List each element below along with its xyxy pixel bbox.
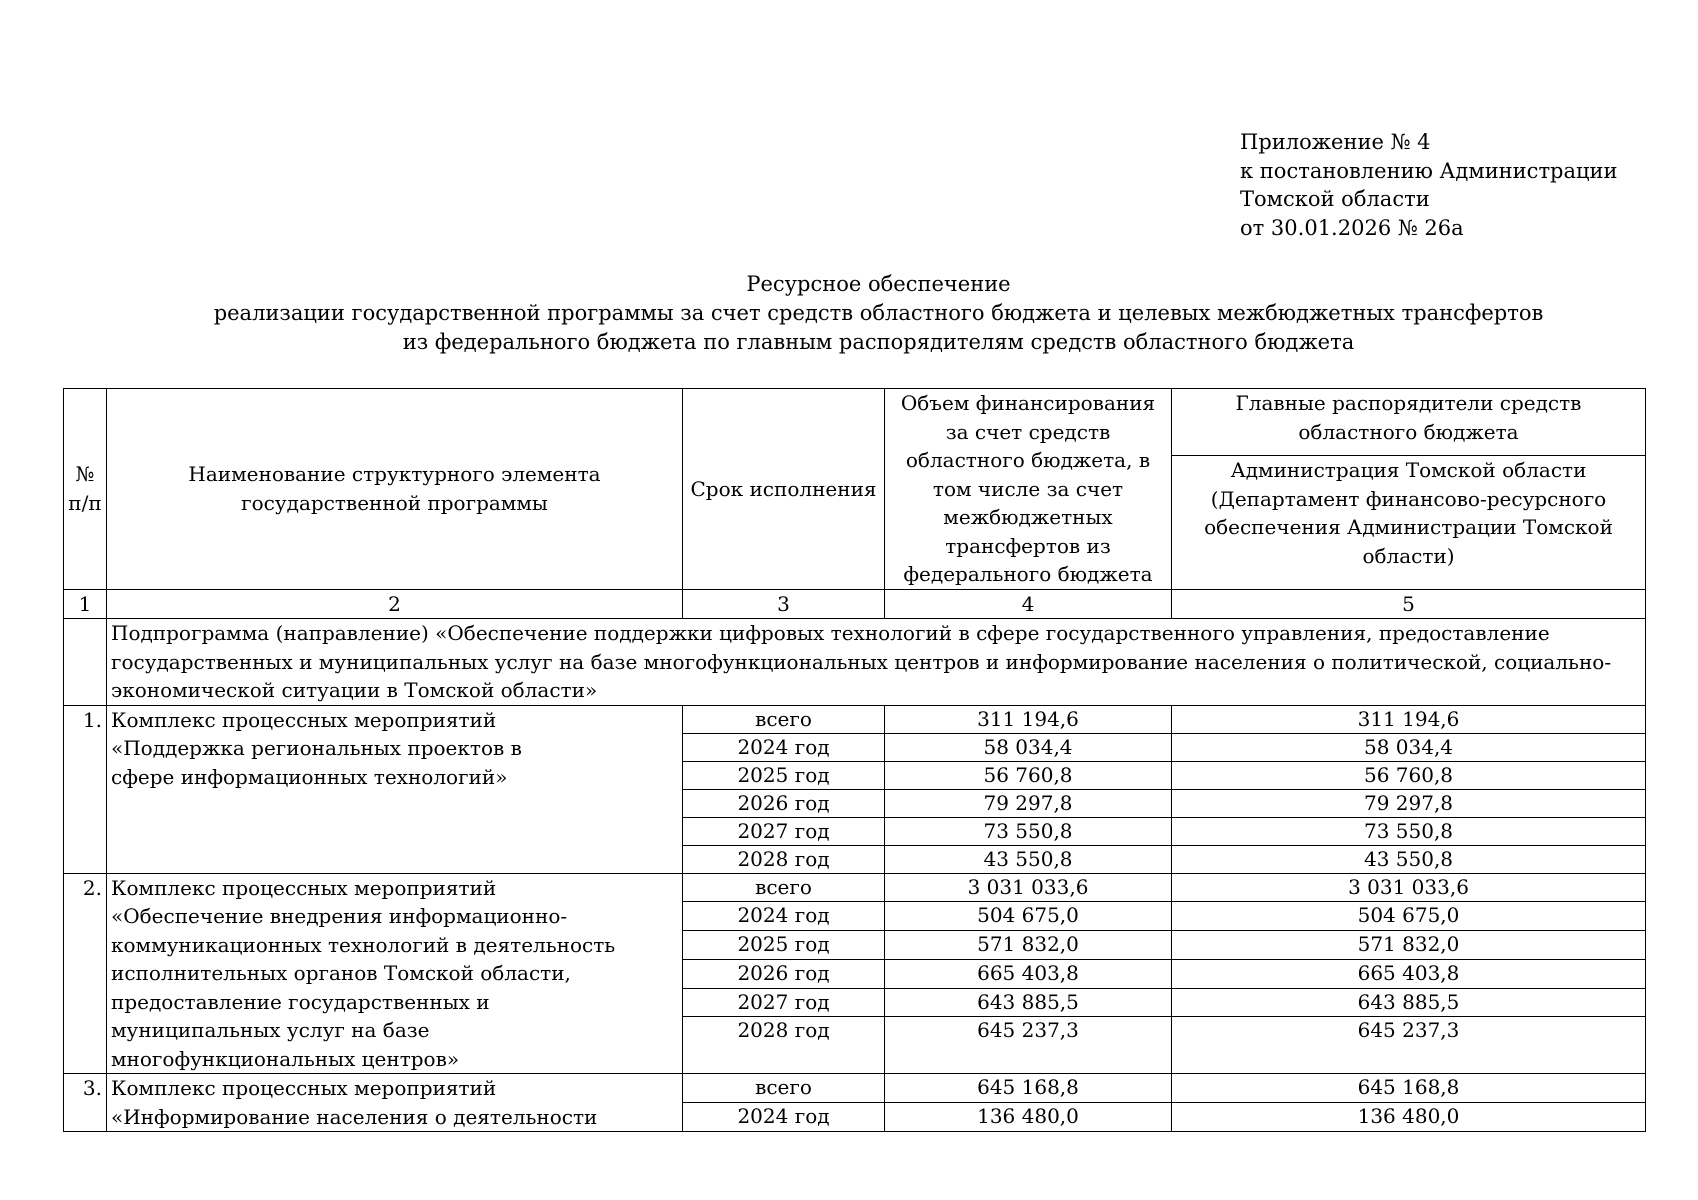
row-admin: 58 034,4 <box>1172 733 1646 761</box>
row-name: Комплекс процессных мероприятий «Обеспечение внедрения информационно-коммуникационных технологий в деятельность исполнительных органов Томской области, предоставление государственных и муниципальных услуг на базе многофункциональных центров» <box>107 873 683 1074</box>
table-row <box>64 873 1646 902</box>
subprogram-row <box>64 619 1646 706</box>
row-period: 2024 год <box>683 733 885 761</box>
row-admin: 56 760,8 <box>1172 761 1646 789</box>
row-volume: 58 034,4 <box>885 733 1172 761</box>
row-volume: 645 168,8 <box>885 1074 1172 1103</box>
row-period: 2026 год <box>683 789 885 817</box>
row-volume: 311 194,6 <box>885 705 1172 733</box>
title-line: реализации государственной программы за счет средств областного бюджета и целевых межбюджетных трансфертов <box>213 301 1544 325</box>
appendix-line: Приложение № 4 <box>1240 130 1431 154</box>
row-period: всего <box>683 705 885 733</box>
header-num: № п/п <box>64 389 107 590</box>
row-volume: 504 675,0 <box>885 902 1172 931</box>
row-number: 3. <box>64 1074 107 1132</box>
row-admin: 645 237,3 <box>1172 1017 1646 1074</box>
resource-table <box>63 388 1646 1132</box>
row-admin: 311 194,6 <box>1172 705 1646 733</box>
row-admin: 504 675,0 <box>1172 902 1646 931</box>
row-volume: 43 550,8 <box>885 845 1172 873</box>
row-volume: 136 480,0 <box>885 1103 1172 1132</box>
row-period: 2024 год <box>683 902 885 931</box>
row-volume: 643 885,5 <box>885 988 1172 1017</box>
row-period: всего <box>683 1074 885 1103</box>
document-title <box>0 270 1698 357</box>
row-volume: 645 237,3 <box>885 1017 1172 1074</box>
row-period: 2026 год <box>683 959 885 988</box>
col-number: 5 <box>1172 589 1646 619</box>
header-managers: Главные распорядители средств областного бюджета <box>1172 389 1646 456</box>
row-admin: 665 403,8 <box>1172 959 1646 988</box>
row-period: 2024 год <box>683 1103 885 1132</box>
row-period: всего <box>683 873 885 902</box>
row-volume: 73 550,8 <box>885 817 1172 845</box>
title-line: Ресурсное обеспечение <box>746 272 1011 296</box>
row-period: 2027 год <box>683 988 885 1017</box>
row-period: 2025 год <box>683 931 885 960</box>
row-number: 2. <box>64 873 107 1074</box>
header-name: Наименование структурного элемента государственной программы <box>107 389 683 590</box>
header-volume: Объем финансирования за счет средств областного бюджета, в том числе за счет межбюджетных трансфертов из федерального бюджета <box>885 389 1172 590</box>
subprogram-num-cell <box>64 619 107 706</box>
row-admin: 643 885,5 <box>1172 988 1646 1017</box>
appendix-line: Томской области <box>1240 187 1430 211</box>
row-period: 2025 год <box>683 761 885 789</box>
row-number: 1. <box>64 705 107 873</box>
appendix-block <box>1240 128 1618 242</box>
table-row <box>64 705 1646 733</box>
row-admin: 571 832,0 <box>1172 931 1646 960</box>
col-number: 1 <box>64 589 107 619</box>
row-name: Комплекс процессных мероприятий «Поддержка региональных проектов в сфере информационных технологий» <box>107 705 683 873</box>
row-volume: 3 031 033,6 <box>885 873 1172 902</box>
table-row <box>64 1074 1646 1103</box>
row-admin: 3 031 033,6 <box>1172 873 1646 902</box>
row-admin: 645 168,8 <box>1172 1074 1646 1103</box>
header-admin: Администрация Томской области (Департамент финансово-ресурсного обеспечения Администрации Томской области) <box>1172 456 1646 589</box>
col-number: 4 <box>885 589 1172 619</box>
col-number: 2 <box>107 589 683 619</box>
row-admin: 43 550,8 <box>1172 845 1646 873</box>
header-term: Срок исполнения <box>683 389 885 590</box>
header-row <box>64 389 1646 456</box>
col-number: 3 <box>683 589 885 619</box>
row-period: 2027 год <box>683 817 885 845</box>
row-admin: 73 550,8 <box>1172 817 1646 845</box>
appendix-line: к постановлению Администрации <box>1240 158 1618 183</box>
row-period: 2028 год <box>683 845 885 873</box>
row-volume: 571 832,0 <box>885 931 1172 960</box>
row-name: Комплекс процессных мероприятий «Информирование населения о деятельности <box>107 1074 683 1132</box>
column-number-row <box>64 589 1646 619</box>
row-admin: 136 480,0 <box>1172 1103 1646 1132</box>
subprogram-title: Подпрограмма (направление) «Обеспечение поддержки цифровых технологий в сфере государственного управления, предоставление государственных и муниципальных услуг на базе многофункциональных центров и информирование населения о политической, социально-экономической ситуации в Томской области» <box>107 619 1646 706</box>
row-volume: 665 403,8 <box>885 959 1172 988</box>
row-volume: 79 297,8 <box>885 789 1172 817</box>
title-line: из федерального бюджета по главным распорядителям средств областного бюджета <box>402 330 1355 354</box>
appendix-line: от 30.01.2026 № 26а <box>1240 215 1464 240</box>
row-admin: 79 297,8 <box>1172 789 1646 817</box>
row-period: 2028 год <box>683 1017 885 1074</box>
row-volume: 56 760,8 <box>885 761 1172 789</box>
